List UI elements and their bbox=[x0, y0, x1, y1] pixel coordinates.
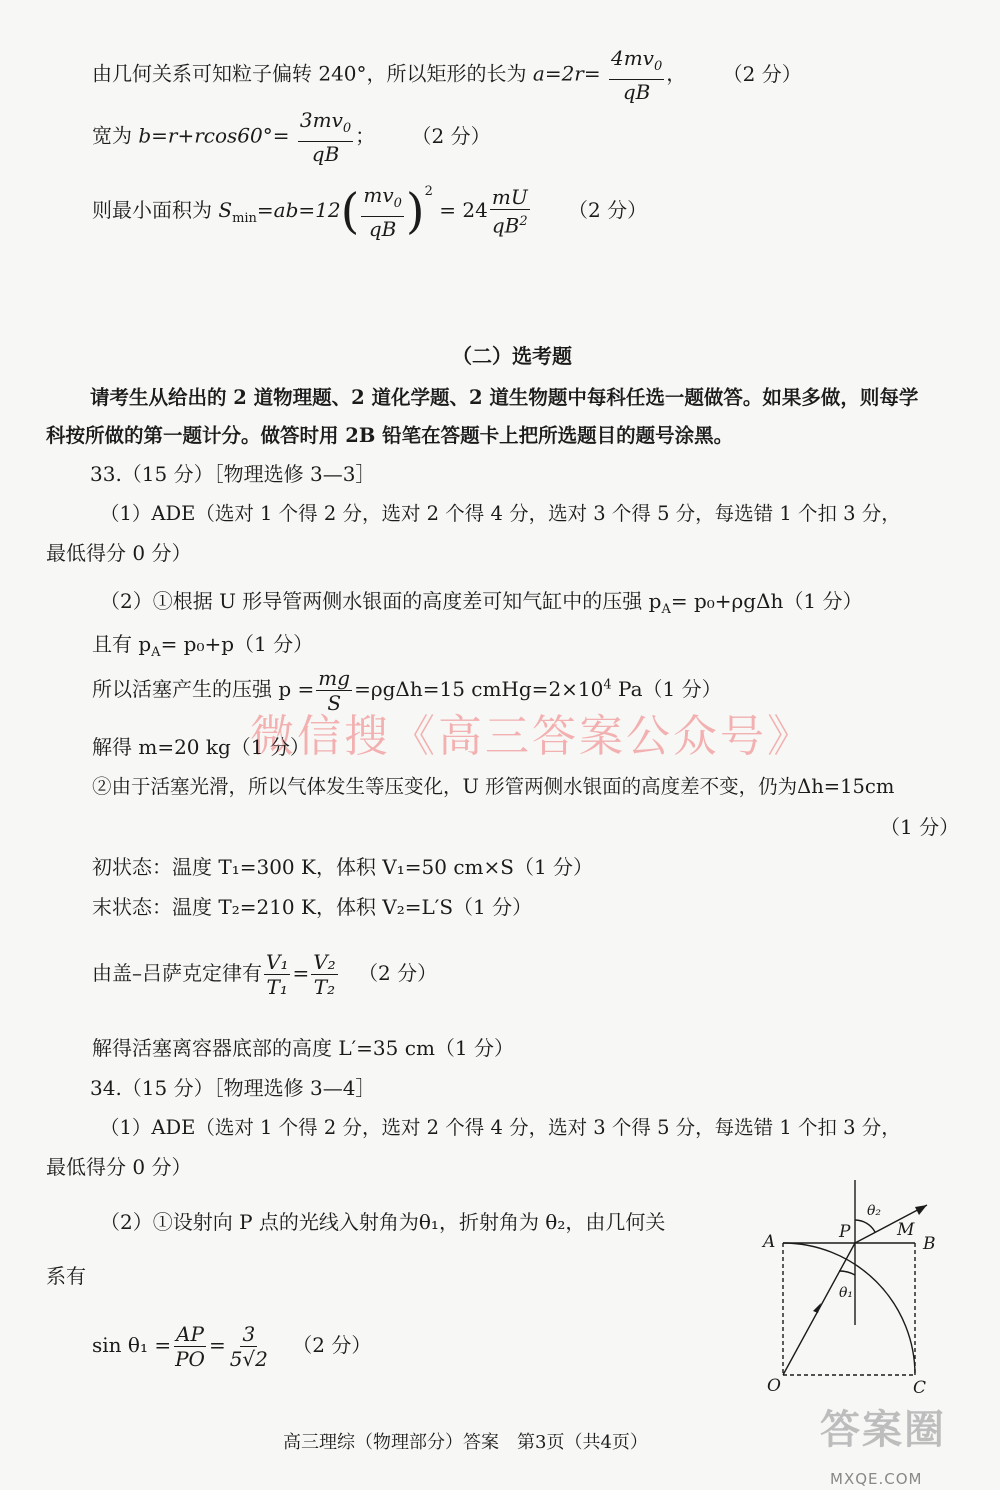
watermark: 微信搜《高三答案公众号》 bbox=[250, 711, 814, 762]
q34-part2-line2: 系有 bbox=[46, 1264, 86, 1288]
fraction bbox=[298, 108, 353, 166]
label-M: M bbox=[897, 1220, 915, 1240]
subscript: min bbox=[232, 211, 257, 226]
superscript: 4 bbox=[603, 677, 612, 693]
label-O: O bbox=[767, 1376, 781, 1396]
equation: a=2r= bbox=[532, 61, 601, 86]
symbol: S bbox=[218, 198, 233, 222]
fraction bbox=[490, 185, 530, 238]
question-33-heading: 33.（15 分）［物理选修 3—3］ bbox=[90, 462, 376, 486]
line-rectangle-width bbox=[92, 108, 491, 166]
logo-text: 答案圈 bbox=[820, 1407, 946, 1453]
text: = bbox=[292, 961, 310, 985]
subscript: A bbox=[151, 645, 161, 660]
q34-sin-equation bbox=[92, 1322, 371, 1371]
text: = bbox=[208, 1333, 226, 1357]
text: =ρgΔh=15 cmHg=2×10 bbox=[354, 677, 604, 701]
fraction bbox=[173, 1322, 207, 1371]
instruction-line-1: 请考生从给出的 2 道物理题、2 道化学题、2 道生物题中每科任选一题做答。如果多做，则每学 bbox=[90, 386, 919, 409]
fraction bbox=[264, 950, 290, 999]
denominator: T₁ bbox=[266, 975, 288, 999]
q33-gay-lussac bbox=[92, 950, 437, 999]
denominator: qB bbox=[491, 213, 520, 238]
denominator: qB bbox=[368, 216, 397, 241]
angle-theta1-arc bbox=[839, 1271, 855, 1275]
question-34-heading: 34.（15 分）［物理选修 3—4］ bbox=[90, 1076, 376, 1100]
label-theta2: θ₂ bbox=[867, 1203, 882, 1219]
q33-solve-height: 解得活塞离容器底部的高度 L′=35 cm（1 分） bbox=[92, 1036, 514, 1060]
numerator: mv bbox=[363, 182, 394, 207]
fraction bbox=[609, 46, 664, 104]
numerator: 4mv bbox=[610, 46, 654, 70]
q34-part1-line1: （1）ADE（选对 1 个得 2 分，选对 2 个得 4 分，选对 3 个得 5 分，每选错 1 个扣 3 分， bbox=[100, 1116, 901, 1139]
denominator: qB bbox=[311, 142, 340, 166]
line-min-area bbox=[92, 178, 647, 241]
arc bbox=[783, 1243, 915, 1375]
text: 由几何关系可知粒子偏转 240°，所以矩形的长为 bbox=[92, 61, 533, 86]
label-A: A bbox=[763, 1232, 776, 1252]
label-theta1: θ₁ bbox=[839, 1285, 854, 1301]
score: （2 分） bbox=[568, 198, 648, 222]
denominator: S bbox=[327, 691, 342, 715]
subscript: 0 bbox=[653, 59, 663, 74]
punct: ， bbox=[666, 61, 687, 86]
section-heading: （二）选考题 bbox=[452, 344, 572, 368]
subscript: A bbox=[661, 602, 671, 617]
refracted-ray bbox=[855, 1205, 927, 1243]
text: 则最小面积为 bbox=[92, 198, 219, 222]
text: Pa（1 分） bbox=[611, 677, 722, 701]
logo-url: MXQE.COM bbox=[830, 1470, 923, 1488]
q33-part2-pressure bbox=[100, 587, 863, 624]
numerator: mg bbox=[318, 666, 351, 690]
numerator: V₁ bbox=[266, 950, 289, 974]
text: = p₀+ρgΔh（1 分） bbox=[670, 589, 863, 613]
numerator: AP bbox=[176, 1322, 204, 1346]
text: = p₀+p（1 分） bbox=[160, 632, 314, 656]
text: sin θ₁ = bbox=[92, 1333, 172, 1357]
punct: ； bbox=[355, 123, 376, 148]
numerator: 3 bbox=[242, 1322, 256, 1346]
line-rectangle-length bbox=[92, 46, 802, 104]
q33-part1-line2: 最低得分 0 分） bbox=[46, 541, 192, 565]
instruction-line-2: 科按所做的第一题计分。做答时用 2B 铅笔在答题卡上把所选题目的题号涂黑。 bbox=[46, 424, 734, 447]
equation: = 24 bbox=[439, 198, 488, 222]
equation: =ab=12 bbox=[256, 198, 341, 222]
text: 且有 p bbox=[92, 632, 152, 656]
q34-part2-line1: （2）①设射向 P 点的光线入射角为θ₁，折射角为 θ₂，由几何关 bbox=[100, 1210, 666, 1234]
text: 由盖–吕萨克定律有 bbox=[92, 961, 262, 985]
label-P: P bbox=[839, 1222, 851, 1242]
subscript: 0 bbox=[342, 121, 352, 136]
paren-right: ) bbox=[405, 183, 425, 240]
fraction bbox=[311, 950, 337, 999]
subscript: 0 bbox=[393, 195, 402, 211]
fraction bbox=[228, 1322, 270, 1371]
denominator: qB bbox=[622, 80, 651, 104]
numerator: V₂ bbox=[313, 950, 336, 974]
angle-theta2-arc bbox=[855, 1220, 875, 1232]
label-B: B bbox=[923, 1234, 936, 1254]
optics-diagram bbox=[755, 1175, 965, 1400]
superscript: 2 bbox=[424, 184, 433, 199]
fraction bbox=[361, 183, 404, 241]
arrow-head-icon bbox=[915, 1205, 927, 1215]
paren-left: ( bbox=[340, 183, 360, 240]
score: （2 分） bbox=[411, 123, 491, 148]
page-footer: 高三理综（物理部分）答案 第3页（共4页） bbox=[283, 1432, 648, 1453]
q33-solve-mass: 解得 m=20 kg（1 分） bbox=[92, 735, 310, 759]
numerator: mU bbox=[491, 185, 528, 210]
q33-final-state: 末状态：温度 T₂=210 K，体积 V₂=L′S（1 分） bbox=[92, 895, 533, 919]
numerator: 3mv bbox=[299, 108, 343, 132]
q33-isobaric: ②由于活塞光滑，所以气体发生等压变化，U 形管两侧水银面的高度差不变，仍为Δh=15cm bbox=[92, 775, 895, 798]
label-C: C bbox=[913, 1378, 927, 1398]
score: （2 分） bbox=[292, 1333, 372, 1357]
q33-part2-also bbox=[92, 630, 313, 667]
score: （2 分） bbox=[722, 61, 802, 86]
text: 所以活塞产生的压强 p = bbox=[92, 677, 315, 701]
q34-part1-line2: 最低得分 0 分） bbox=[46, 1155, 192, 1179]
q33-initial-state: 初状态：温度 T₁=300 K，体积 V₁=50 cm×S（1 分） bbox=[92, 855, 594, 879]
text: （2）①根据 U 形导管两侧水银面的高度差可知气缸中的压强 p bbox=[100, 589, 662, 613]
score: （2 分） bbox=[358, 961, 438, 985]
denominator: T₂ bbox=[313, 975, 336, 999]
equation: b=r+rcos60°= bbox=[138, 123, 290, 148]
superscript: 2 bbox=[519, 214, 528, 230]
denominator: 5√2 bbox=[229, 1347, 268, 1371]
q33-isobaric-score: （1 分） bbox=[880, 815, 960, 839]
text: 宽为 bbox=[92, 123, 139, 148]
q33-part1-line1: （1）ADE（选对 1 个得 2 分，选对 2 个得 4 分，选对 3 个得 5 分，每选错 1 个扣 3 分， bbox=[100, 502, 901, 525]
denominator: PO bbox=[175, 1347, 205, 1371]
